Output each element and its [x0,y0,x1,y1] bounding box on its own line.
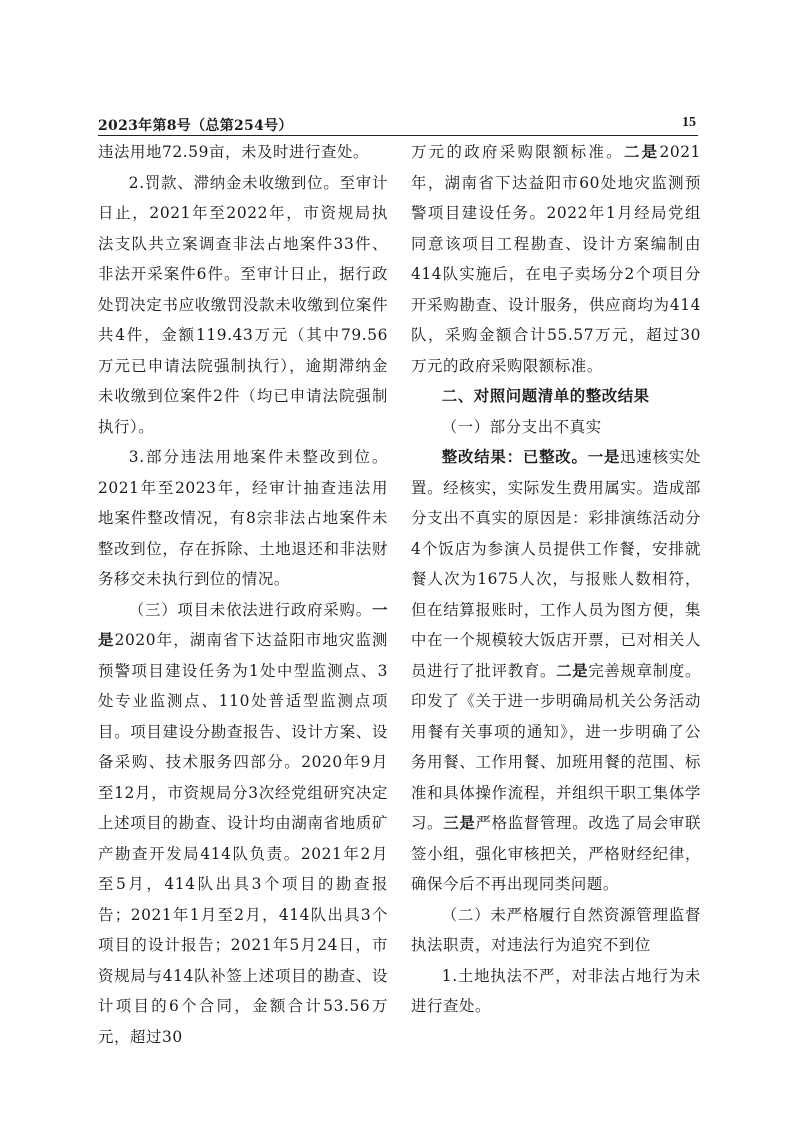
point-one-label: 一是 [587,448,621,466]
procurement-text-2: 2021年，湖南省下达益阳市60处地灾监测预警项目建设任务。2022年1月经局党组同意该项目工程勘查、设计方案编制由414队实施后，在电子卖场分2个项目分开采购勘查、设计服务，供应商均为414队，采购金额合计55.57万元，超过30万元的政府采购限额标准。 [411,143,702,375]
procurement-text-cont: 万元的政府采购限额标准。 [411,143,624,161]
second-point-label: 二是 [623,143,660,161]
paragraph-procurement-cont [411,137,701,381]
procurement-text: 2020年，湖南省下达益阳市地灾监测预警项目建设任务为1处中型监测点、3处专业监测点、110处普适型监测点项目。项目建设分勘查报告、设计方案、设备采购、技术服务四部分。2020年9月至12月，市资规局分3次经党组研究决定上述项目的勘查、设计均由湖南省地质矿产勘查开发局414队负责。2021年2月至5月，414队出具3个项目的勘查报告；2021年1月至2月，414队出具3个项目的设计报告；2021年5月24日，市资规局与414队补签上述项目的勘查、设计项目的6个合同，金额合计53.56万元，超过30 [98,631,388,1046]
subsection-heading-1: （一）部分支出不真实 [441,417,602,436]
point-two-label: 二是 [556,661,589,680]
first-point-label: 一是 [98,600,388,649]
result-label: 整改结果：已整改。 [441,448,588,466]
left-column [98,137,388,1052]
paragraph-illegal-land: 3.部分违法用地案件未整改到位。2021年至2023年，经审计抽查违法用地案件整改情况，有8宗非法占地案件未整改到位，存在拆除、土地退还和非法财务移交未执行到位的情况。 [98,448,388,588]
subsection-heading-3: （三）项目未依法进行政府采购。 [128,600,372,619]
paragraph-continuation: 违法用地72.59亩，未及时进行查处。 [98,143,369,161]
right-column [411,137,701,1022]
page-header [98,113,698,136]
paragraph-procurement [98,595,388,1053]
paragraph-rectification [411,442,701,900]
paragraph-fines: 2.罚款、滞纳金未收缴到位。至审计日止，2021年至2022年，市资规局执法支队共立案调查非法占地案件33件、非法开采案件6件。至审计日止，据行政处罚决定书应收缴罚没款未收缴到位案件共4件，金额119.43万元（其中79.56万元已申请法院强制执行），逾期滞纳金未收缴到位案件2件（均已申请法院强制执行）。 [98,173,388,436]
rectification-text-1: 迅速核实处置。经核实，实际发生费用属实。造成部分支出不真实的原因是：彩排演练活动分4个饭店为参演人员提供工作餐，安排就餐人次为1675人次，与报账人数相符，但在结算报账时，工作人员为图方便，集中在一个规模较大饭店开票，已对相关人员进行了批评教育。 [411,448,701,680]
point-three-label: 三是 [443,814,476,832]
issue-number: 2023年第8号（总第254号） [98,118,293,134]
subsection-heading-2: （二）未严格履行自然资源管理监督执法职责，对违法行为追究不到位 [411,905,701,954]
section-heading-2: 二、对照问题清单的整改结果 [441,387,650,405]
page-number: 15 [682,115,696,130]
rectification-text-3: 严格监督管理。改选了局会审联签小组，强化审核把关，严格财经纪律，确保今后不再出现同类问题。 [411,814,702,893]
rectification-text-2: 完善规章制度。印发了《关于进一步明确局机关公务活动用餐有关事项的通知》，进一步明确了公务用餐、工作用餐、加班用餐的范围、标准和具体操作流程，并组织干职工集体学习。 [411,661,702,832]
paragraph-land-enforcement: 1.土地执法不严，对非法占地行为未进行查处。 [411,966,701,1015]
